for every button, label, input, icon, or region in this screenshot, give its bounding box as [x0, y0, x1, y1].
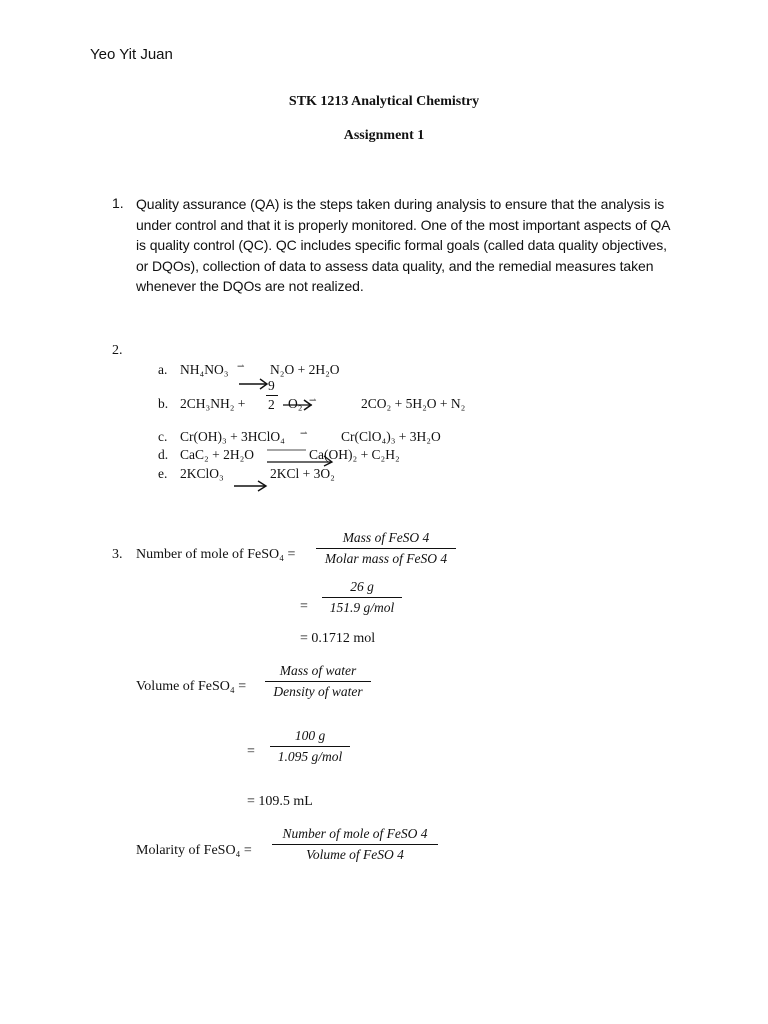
molarity-formula-fraction — [272, 825, 438, 864]
author-name: Yeo Yit Juan — [90, 46, 173, 63]
fraction-bar — [272, 844, 438, 845]
coefficient-denominator: 2 — [268, 397, 275, 412]
coefficient-numerator: 9 — [268, 378, 275, 393]
fraction-denominator: Molar mass of FeSO 4 — [324, 551, 448, 566]
mole-formula-fraction — [316, 529, 456, 568]
reaction-c-product: Cr(ClO₄)₃ + 3H₂O — [341, 429, 441, 444]
fraction-bar — [265, 681, 371, 682]
molarity-label: Molarity of FeSO₄ = — [136, 843, 252, 858]
q2-item-label: d. — [158, 447, 169, 462]
reaction-a-product: N₂O + 2H₂O — [270, 362, 340, 377]
fraction-denominator: Density of water — [273, 684, 363, 699]
fraction-bar — [322, 597, 402, 598]
fraction-numerator: 100 g — [294, 728, 326, 743]
q1-answer-text: Quality assurance (QA) is the steps taken during analysis to ensure that the analysis is under control and that it is properly monitored. One of the most important aspects of QA is quality control (QC). QC includes specific formal goals (called data quality objectives, or DQOs), collection of data to assess data quality, and the remedial measures taken whenever the DQOs are not realized. — [136, 196, 670, 294]
fraction-numerator: Number of mole of FeSO 4 — [282, 826, 428, 841]
q2-item-label: a. — [158, 362, 168, 377]
q3-number: 3. — [112, 547, 123, 562]
reaction-symbol-icon: ⇀ — [237, 361, 245, 371]
reaction-e-product: 2KCl + 3O₂ — [270, 466, 335, 481]
reaction-arrow-icon — [233, 479, 269, 493]
mole-substitution-fraction — [322, 578, 402, 617]
fraction-bar — [270, 746, 350, 747]
fraction-numerator: Mass of FeSO 4 — [342, 530, 430, 545]
reaction-b-product: 2CO₂ + 5H₂O + N₂ — [361, 396, 466, 411]
reaction-d-product: Ca(OH)₂ + C₂H₂ — [309, 447, 400, 462]
fraction-denominator: Volume of FeSO 4 — [306, 847, 404, 862]
mole-label: Number of mole of FeSO₄ = — [136, 547, 296, 562]
fraction-numerator: 26 g — [350, 579, 374, 594]
reaction-d-reactant: CaC₂ + 2H₂O — [180, 447, 255, 462]
fraction-denominator: 1.095 g/mol — [277, 749, 343, 764]
coefficient-fraction-bar — [266, 395, 278, 396]
volume-substitution-fraction — [270, 727, 350, 766]
reaction-arrow-icon — [238, 377, 270, 391]
reaction-symbol-icon: ⇀ — [300, 428, 308, 438]
volume-label: Volume of FeSO₄ = — [136, 679, 247, 694]
fraction-numerator: Mass of water — [279, 663, 357, 678]
mole-result: = 0.1712 mol — [300, 631, 376, 646]
volume-result: = 109.5 mL — [247, 794, 313, 809]
q2-number: 2. — [112, 343, 123, 358]
reaction-a-reactant: NH₄NO₃ — [180, 362, 229, 377]
equals-sign: = — [300, 599, 308, 614]
assignment-title: Assignment 1 — [343, 128, 425, 143]
reaction-symbol-icon: ⇀ — [309, 395, 317, 405]
reaction-arrow-icon — [266, 446, 338, 468]
course-title: STK 1213 Analytical Chemistry — [288, 94, 480, 109]
q2-item-label: b. — [158, 396, 169, 411]
equals-sign: = — [247, 744, 255, 759]
reaction-b-o2: O₂ — [288, 396, 303, 411]
reaction-b-reactant: 2CH₃NH₂ + — [180, 396, 246, 411]
fraction-bar — [316, 548, 456, 549]
q2-item-label: e. — [158, 466, 168, 481]
q1-number: 1. — [112, 195, 124, 211]
volume-formula-fraction — [265, 662, 371, 701]
reaction-e-reactant: 2KClO₃ — [180, 466, 224, 481]
fraction-denominator: 151.9 g/mol — [329, 600, 395, 615]
reaction-c-reactant: Cr(OH)₃ + 3HClO₄ — [180, 429, 285, 444]
q2-item-label: c. — [158, 429, 168, 444]
